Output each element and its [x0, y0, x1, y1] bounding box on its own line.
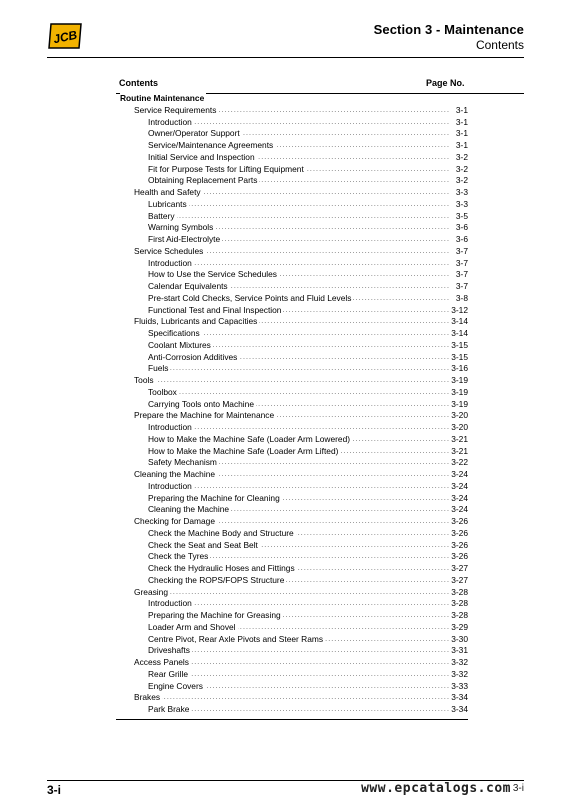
toc-subtopic[interactable] [116, 481, 468, 493]
toc-entry-page: 3-14 [451, 328, 468, 338]
toc-entry-label: Owner/Operator Support [148, 128, 240, 139]
toc-entry-label: Coolant Mixtures [148, 339, 211, 350]
toc-subtopic[interactable] [116, 281, 468, 293]
toc-entry-page: 3-1 [455, 104, 468, 115]
toc-entry-label: Driveshafts [148, 645, 190, 656]
toc-entry-label: How to Make the Machine Safe (Loader Arm Lifted) [148, 445, 339, 456]
toc-subtopic[interactable] [116, 140, 468, 152]
toc-subtopic[interactable] [116, 399, 468, 411]
toc-entry-label: Check the Hydraulic Hoses and Fittings [148, 563, 295, 573]
toc-entry-label: Check the Tyres [148, 551, 209, 562]
contents-column-heading: Contents [119, 78, 158, 88]
toc-entry-label: Obtaining Replacement Parts [148, 175, 258, 186]
dot-leader [148, 598, 468, 610]
toc-entry-page: 3-19 [451, 375, 468, 385]
toc-entry-label: Routine Maintenance [120, 93, 205, 103]
toc-entry-label: Fuels [148, 363, 169, 374]
toc-entry-label: Service/Maintenance Agreements [148, 140, 274, 150]
toc-subtopic[interactable] [116, 305, 468, 317]
toc-entry-page: 3-28 [451, 610, 468, 620]
toc-entry-label: Access Panels [134, 657, 189, 667]
toc-subtopic[interactable] [116, 340, 468, 352]
toc-subtopic[interactable] [116, 363, 468, 375]
toc-subtopic[interactable] [116, 328, 468, 340]
toc-topic[interactable] [116, 657, 468, 669]
toc-topic[interactable] [116, 587, 468, 599]
toc-entry-label: Engine Covers [148, 680, 203, 691]
toc-entry-page: 3-6 [455, 222, 468, 233]
toc-subtopic[interactable] [116, 128, 468, 140]
toc-entry-label: First Aid-Electrolyte [148, 234, 221, 244]
toc-entry-label: Checking for Damage [134, 516, 215, 526]
toc-entry-page: 3-31 [451, 645, 468, 656]
toc-entry-page: 3-1 [455, 128, 468, 139]
toc-entry-label: Tools [134, 375, 154, 385]
toc-topic[interactable] [116, 516, 468, 528]
toc-entry-label: Lubricants [148, 198, 187, 209]
toc-entry-page: 3-2 [455, 163, 468, 174]
toc-subtopic[interactable] [116, 258, 468, 270]
dot-leader [148, 669, 468, 681]
toc-subtopic[interactable] [116, 175, 468, 187]
table-of-contents [116, 93, 468, 716]
toc-entry-page: 3-12 [451, 304, 468, 315]
toc-topic[interactable] [116, 410, 468, 422]
toc-entry-label: Fluids, Lubricants and Capacities [134, 316, 258, 327]
toc-entry-label: Warning Symbols [148, 222, 214, 233]
toc-entry-page: 3-26 [451, 551, 468, 562]
toc-topic[interactable] [116, 469, 468, 481]
toc-entry-page: 3-8 [455, 292, 468, 303]
toc-entry-page: 3-2 [455, 151, 468, 162]
toc-subtopic[interactable] [116, 199, 468, 211]
toc-subtopic[interactable] [116, 645, 468, 657]
toc-subtopic[interactable] [116, 540, 468, 552]
toc-subtopic[interactable] [116, 422, 468, 434]
toc-entry-label: Carrying Tools onto Machine [148, 398, 254, 409]
toc-entry-page: 3-24 [451, 480, 468, 491]
toc-subtopic[interactable] [116, 528, 468, 540]
dot-leader [148, 704, 468, 716]
toc-entry-label: Cleaning the Machine [148, 504, 230, 515]
toc-entry-label: Functional Test and Final Inspection [148, 304, 282, 315]
toc-entry-label: How to Make the Machine Safe (Loader Arm Lowered) [148, 433, 351, 444]
toc-subtopic[interactable] [116, 117, 468, 129]
toc-entry-label: Calendar Equivalents [148, 281, 228, 291]
toc-entry-label: Greasing [134, 586, 168, 597]
toc-bottom-rule [116, 719, 468, 720]
toc-entry-page: 3-15 [451, 351, 468, 362]
toc-entry-page: 3-7 [455, 245, 468, 256]
dot-leader [148, 211, 468, 223]
toc-entry-page: 3-34 [451, 692, 468, 703]
toc-entry-label: Battery [148, 210, 175, 221]
toc-entry-page: 3-19 [451, 386, 468, 397]
toc-entry-label: Prepare the Machine for Maintenance [134, 410, 275, 421]
toc-entry-label: Service Requirements [134, 104, 217, 115]
toc-entry-page: 3-1 [455, 116, 468, 127]
toc-entry-page: 3-14 [451, 316, 468, 327]
toc-entry-label: How to Use the Service Schedules [148, 269, 277, 280]
dot-leader [134, 375, 468, 387]
toc-subtopic[interactable] [116, 493, 468, 505]
footer-page-label: 3-i [47, 783, 62, 797]
toc-entry-page: 3-21 [451, 445, 468, 456]
toc-entry-page: 3-34 [451, 704, 468, 714]
toc-entry-page: 3-7 [455, 281, 468, 291]
toc-entry-page: 3-24 [451, 469, 468, 479]
section-subtitle: Contents [475, 38, 524, 52]
toc-subtopic[interactable] [116, 563, 468, 575]
toc-entry-label: Health and Safety [134, 187, 201, 197]
toc-subtopic[interactable] [116, 222, 468, 234]
toc-entry-label: Brakes [134, 692, 161, 703]
watermark-url[interactable]: www.epcatalogs.com [361, 781, 511, 796]
toc-entry-label: Park Brake [148, 704, 190, 714]
toc-entry-label: Introduction [148, 480, 192, 491]
dot-leader [148, 387, 468, 399]
toc-entry-page: 3-26 [451, 539, 468, 550]
toc-entry-label: Introduction [148, 598, 192, 609]
toc-subtopic[interactable] [116, 434, 468, 446]
toc-entry-label: Check the Seat and Seat Belt [148, 539, 258, 550]
toc-topic[interactable] [116, 187, 468, 199]
toc-topic[interactable] [116, 246, 468, 258]
toc-entry-page: 3-20 [451, 410, 468, 421]
svg-text:JCB: JCB [52, 27, 79, 47]
toc-entry-page: 3-28 [451, 598, 468, 609]
toc-entry-label: Pre-start Cold Checks, Service Points and Fluid Levels [148, 292, 352, 303]
jcb-logo [47, 22, 83, 50]
dot-leader [148, 363, 468, 375]
toc-subtopic[interactable] [116, 457, 468, 469]
toc-subtopic[interactable] [116, 575, 468, 587]
dot-leader [148, 481, 468, 493]
toc-subtopic[interactable] [116, 681, 468, 693]
toc-entry-label: Checking the ROPS/FOPS Structure [148, 574, 285, 585]
toc-entry-page: 3-26 [451, 516, 468, 526]
toc-entry-label: Specifications [148, 328, 200, 338]
dot-leader [134, 692, 468, 704]
toc-entry-page: 3-26 [451, 527, 468, 538]
page-no-column-heading: Page No. [426, 78, 465, 88]
toc-entry-page: 3-15 [451, 339, 468, 350]
toc-topic[interactable] [116, 316, 468, 328]
toc-entry-page: 3-24 [451, 504, 468, 515]
section-title: Section 3 - Maintenance [373, 22, 524, 37]
toc-entry-page: 3-33 [451, 680, 468, 691]
toc-entry-label: Centre Pivot, Rear Axle Pivots and Steer Rams [148, 633, 324, 644]
toc-topic[interactable] [116, 375, 468, 387]
toc-entry-page: 3-27 [451, 574, 468, 585]
toc-entry-label: Introduction [148, 116, 192, 127]
toc-topic[interactable] [116, 105, 468, 117]
toc-entry-page: 3-7 [455, 269, 468, 280]
toc-entry-label: Preparing the Machine for Cleaning [148, 492, 280, 503]
toc-entry-page: 3-19 [451, 398, 468, 409]
dot-leader [148, 199, 468, 211]
toc-entry-label: Cleaning the Machine [134, 469, 216, 479]
toc-subtopic[interactable] [116, 152, 468, 164]
toc-entry-label: Initial Service and Inspection [148, 151, 255, 162]
toc-entry-page: 3-24 [451, 492, 468, 503]
toc-entry-page: 3-21 [451, 433, 468, 444]
toc-entry-page: 3-27 [451, 563, 468, 573]
toc-subtopic[interactable] [116, 504, 468, 516]
toc-entry-page: 3-32 [451, 668, 468, 679]
toc-entry-page: 3-28 [451, 586, 468, 597]
toc-subtopic[interactable] [116, 622, 468, 634]
dot-leader [148, 422, 468, 434]
toc-entry-page: 3-2 [455, 175, 468, 186]
dot-leader [148, 258, 468, 270]
toc-entry-page: 3-32 [451, 657, 468, 667]
dot-leader [134, 587, 468, 599]
toc-entry-label: Check the Machine Body and Structure [148, 527, 294, 538]
toc-entry-label: Rear Grille [148, 668, 189, 679]
toc-entry-label: Introduction [148, 422, 192, 432]
toc-entry-label: Introduction [148, 257, 192, 268]
toc-subtopic[interactable] [116, 704, 468, 716]
toc-entry-page: 3-6 [455, 234, 468, 244]
toc-subtopic[interactable] [116, 598, 468, 610]
toc-entry-label: Loader Arm and Shovel [148, 621, 236, 632]
footer-page-number: 3-i [512, 783, 524, 794]
toc-entry-label: Fit for Purpose Tests for Lifting Equipment [148, 163, 304, 174]
toc-entry-page: 3-1 [455, 140, 468, 150]
toc-entry-page: 3-16 [451, 363, 468, 374]
header-rule [47, 57, 524, 58]
toc-entry-label: Anti-Corrosion Additives [148, 351, 238, 362]
toc-entry-label: Toolbox [148, 386, 177, 397]
toc-entry-page: 3-7 [455, 257, 468, 268]
dot-leader [148, 117, 468, 129]
toc-entry-label: Service Schedules [134, 245, 204, 256]
toc-entry-page: 3-20 [451, 422, 468, 432]
toc-subtopic[interactable] [116, 234, 468, 246]
toc-entry-page: 3-22 [451, 457, 468, 468]
toc-entry-page: 3-29 [451, 621, 468, 632]
toc-entry-label: Preparing the Machine for Greasing [148, 610, 281, 620]
toc-topic[interactable] [116, 692, 468, 704]
toc-subtopic[interactable] [116, 269, 468, 281]
toc-entry-page: 3-3 [455, 187, 468, 197]
dot-leader [148, 645, 468, 657]
toc-subtopic[interactable] [116, 669, 468, 681]
toc-subtopic[interactable] [116, 634, 468, 646]
toc-subtopic[interactable] [116, 551, 468, 563]
toc-subtopic[interactable] [116, 211, 468, 223]
toc-subtopic[interactable] [116, 610, 468, 622]
toc-subtopic[interactable] [116, 387, 468, 399]
toc-entry-page: 3-5 [455, 210, 468, 221]
toc-section[interactable] [116, 93, 468, 105]
toc-entry-page: 3-3 [455, 198, 468, 209]
toc-entry-label: Safety Mechanism [148, 457, 217, 468]
toc-subtopic[interactable] [116, 164, 468, 176]
toc-subtopic[interactable] [116, 446, 468, 458]
toc-entry-page: 3-30 [451, 633, 468, 644]
toc-subtopic[interactable] [116, 352, 468, 364]
toc-subtopic[interactable] [116, 293, 468, 305]
